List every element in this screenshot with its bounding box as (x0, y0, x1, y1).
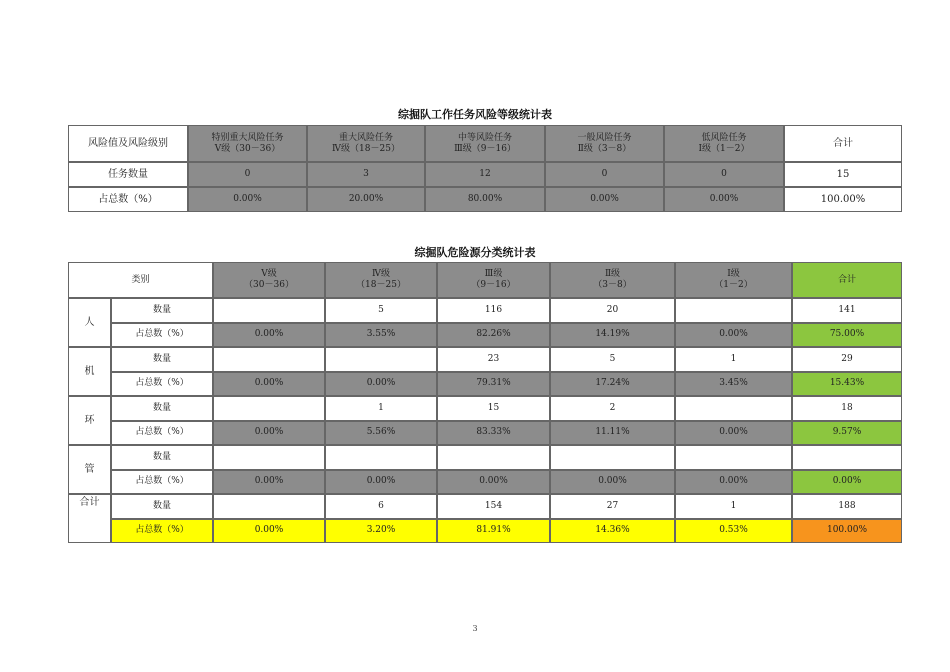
table2-pct-label: 占总数（%） (111, 470, 213, 495)
table2-count-cell: 15 (437, 396, 550, 421)
table1-corner: 风险值及风险级别 (68, 125, 188, 162)
table1-value-cell: 0.00% (545, 187, 664, 212)
table2-count-label: 数量 (111, 396, 213, 421)
table2-count-cell: 27 (550, 494, 675, 519)
table2-count-cell (325, 445, 437, 470)
table2-level-range: （18－25） (356, 280, 406, 290)
table2-count-cell (213, 347, 325, 372)
table2-count-label: 数量 (111, 298, 213, 323)
table2-count-cell: 20 (550, 298, 675, 323)
table2-pct-cell: 0.00% (675, 323, 792, 348)
table2-pct-total: 9.57% (792, 421, 902, 446)
table1-value-cell: 12 (425, 162, 545, 187)
table2-pct-label: 占总数（%） (111, 372, 213, 397)
table2-count-cell: 1 (325, 396, 437, 421)
table2-count-cell (550, 445, 675, 470)
table2-pct-cell: 0.00% (213, 519, 325, 544)
table2-count-cell (213, 396, 325, 421)
table1-level-header (425, 125, 545, 162)
table2-count-cell (213, 445, 325, 470)
table2-corner: 类别 (68, 262, 213, 298)
table2-pct-cell: 82.26% (437, 323, 550, 348)
table1-total-cell: 15 (784, 162, 902, 187)
table1-level-name: 重大风险任务 (338, 132, 393, 143)
table2-count-cell: 154 (437, 494, 550, 519)
table2-pct-total: 75.00% (792, 323, 902, 348)
table1-row-label: 占总数（%） (68, 187, 188, 212)
table1-total-cell: 100.00% (784, 187, 902, 212)
table1-level-range: Ⅲ级（9－16） (454, 143, 516, 154)
table2-count-label: 数量 (111, 494, 213, 519)
table2-group-label: 管 (68, 445, 111, 494)
table2-pct-cell: 0.00% (213, 421, 325, 446)
table1-level-name: 中等风险任务 (457, 132, 512, 143)
table2-pct-cell: 5.56% (325, 421, 437, 446)
table2-count-total: 141 (792, 298, 902, 323)
table2-count-total: 29 (792, 347, 902, 372)
table1-level-header (664, 125, 784, 162)
table2-pct-cell: 3.45% (675, 372, 792, 397)
table1-value-cell: 0 (188, 162, 307, 187)
table1-level-range: Ⅴ级（30－36） (214, 143, 281, 154)
table2-pct-label: 占总数（%） (111, 421, 213, 446)
table2-pct-total: 100.00% (792, 519, 902, 544)
table2-level-name: Ⅱ级 (604, 269, 621, 279)
table2-pct-cell: 3.55% (325, 323, 437, 348)
table2-count-cell (437, 445, 550, 470)
table1-total-header: 合计 (784, 125, 902, 162)
table2-count-cell (213, 298, 325, 323)
table2-total-header: 合计 (792, 262, 902, 298)
table2-pct-cell: 0.00% (325, 470, 437, 495)
table2-level-name: Ⅴ级 (261, 269, 277, 279)
table2-level-range: （9－16） (471, 280, 516, 290)
table2-count-total: 188 (792, 494, 902, 519)
table2-group-label: 人 (68, 298, 111, 347)
table2-pct-cell: 0.00% (325, 372, 437, 397)
table1-value-cell: 0 (545, 162, 664, 187)
table2-title: 综掘队危险源分类统计表 (414, 246, 536, 259)
table2-count-cell (675, 298, 792, 323)
table2-pct-total: 15.43% (792, 372, 902, 397)
table2-pct-cell: 0.00% (213, 323, 325, 348)
table2-count-cell (675, 445, 792, 470)
table1-row-label: 任务数量 (68, 162, 188, 187)
table2-count-cell: 2 (550, 396, 675, 421)
table2-count-cell: 5 (550, 347, 675, 372)
table1-level-name: 特别重大风险任务 (211, 132, 284, 143)
table2-pct-label: 占总数（%） (111, 323, 213, 348)
table2-level-range: （1－2） (714, 280, 753, 290)
table2-count-cell (213, 494, 325, 519)
table1-value-cell: 80.00% (425, 187, 545, 212)
table2-pct-cell: 14.36% (550, 519, 675, 544)
table2-pct-label: 占总数（%） (111, 519, 213, 544)
table1-level-header (545, 125, 664, 162)
table2-group-label: 机 (68, 347, 111, 396)
table2-pct-cell: 0.00% (437, 470, 550, 495)
table1-value-cell: 3 (307, 162, 425, 187)
table2-count-cell: 116 (437, 298, 550, 323)
table1-level-header (307, 125, 425, 162)
table2-group-label: 合计 (68, 494, 111, 543)
table2-level-header (550, 262, 675, 298)
table2-level-range: （30－36） (244, 280, 294, 290)
table2-count-cell: 1 (675, 494, 792, 519)
table1-level-name: 低风险任务 (701, 132, 747, 143)
table2-count-label: 数量 (111, 347, 213, 372)
table2-level-header (325, 262, 437, 298)
table2-pct-cell: 11.11% (550, 421, 675, 446)
table2-level-name: Ⅰ级 (727, 269, 740, 279)
table2-count-cell: 6 (325, 494, 437, 519)
table2-count-cell (325, 347, 437, 372)
page-number: 3 (472, 624, 478, 633)
table1-level-name: 一般风险任务 (577, 132, 632, 143)
table2-level-name: Ⅳ级 (372, 269, 390, 279)
table1-level-header (188, 125, 307, 162)
table2-pct-cell: 81.91% (437, 519, 550, 544)
table2-pct-cell: 0.00% (675, 470, 792, 495)
table1-level-range: Ⅱ级（3－8） (577, 143, 632, 154)
table2-level-header (675, 262, 792, 298)
table2-pct-cell: 83.33% (437, 421, 550, 446)
table2-level-name: Ⅲ级 (484, 269, 503, 279)
table2-pct-cell: 17.24% (550, 372, 675, 397)
table1-value-cell: 0.00% (664, 187, 784, 212)
table2-pct-cell: 14.19% (550, 323, 675, 348)
table2-group-label: 环 (68, 396, 111, 445)
table2-count-cell: 1 (675, 347, 792, 372)
table2-level-header (213, 262, 325, 298)
table1-level-range: Ⅳ级（18－25） (332, 143, 400, 154)
table2-pct-cell: 0.00% (675, 421, 792, 446)
table2-level-header (437, 262, 550, 298)
table2-count-total (792, 445, 902, 470)
table2-pct-cell: 0.53% (675, 519, 792, 544)
table1-level-range: Ⅰ级（1－2） (698, 143, 750, 154)
table2-count-total: 18 (792, 396, 902, 421)
table1-value-cell: 0 (664, 162, 784, 187)
table2-pct-cell: 3.20% (325, 519, 437, 544)
table2-pct-cell: 79.31% (437, 372, 550, 397)
table2-count-cell: 23 (437, 347, 550, 372)
table2-level-range: （3－8） (593, 280, 632, 290)
table2-count-cell: 5 (325, 298, 437, 323)
table2-pct-total: 0.00% (792, 470, 902, 495)
table2-pct-cell: 0.00% (213, 372, 325, 397)
table2-count-cell (675, 396, 792, 421)
table2-pct-cell: 0.00% (213, 470, 325, 495)
table1-value-cell: 20.00% (307, 187, 425, 212)
table2-count-label: 数量 (111, 445, 213, 470)
table1-value-cell: 0.00% (188, 187, 307, 212)
table2-pct-cell: 0.00% (550, 470, 675, 495)
table1-title: 综掘队工作任务风险等级统计表 (398, 108, 552, 121)
